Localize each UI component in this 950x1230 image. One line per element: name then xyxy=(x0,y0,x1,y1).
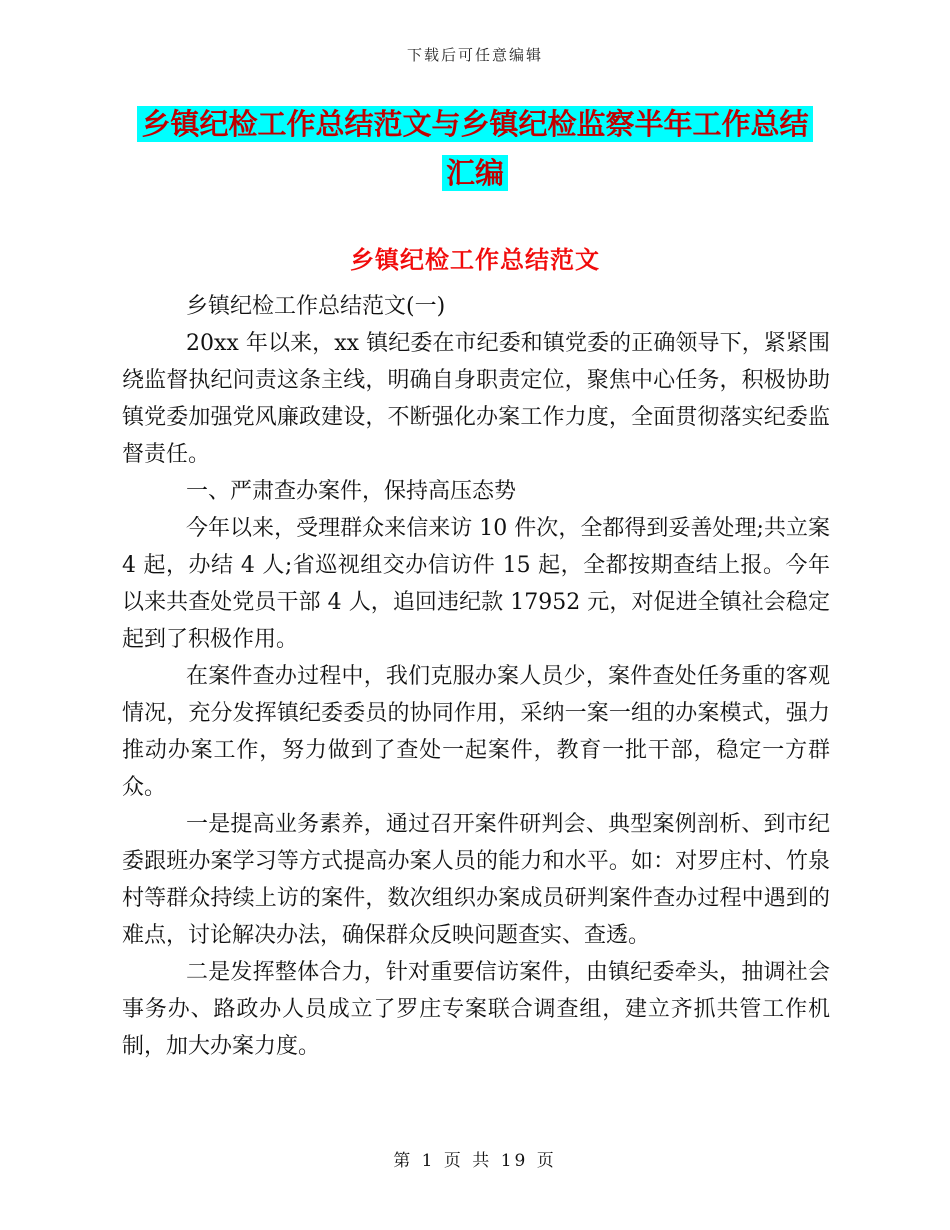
body-paragraph: 20xx 年以来，xx 镇纪委在市纪委和镇党委的正确领导下，紧紧围绕监督执纪问责这条主线，明确自身职责定位，聚焦中心任务，积极协助镇党委加强党风廉政建设，不断强化办案工作力度，全面贯彻落实纪委监督责任。 xyxy=(122,331,830,467)
document-title-text-2: 汇编 xyxy=(442,155,508,191)
body-paragraph: 一是提高业务素养，通过召开案件研判会、典型案例剖析、到市纪委跟班办案学习等方式提高办案人员的能力和水平。如：对罗庄村、竹泉村等群众持续上访的案件，数次组织办案成员研判案件查办过程中遇到的难点，讨论解决办法，确保群众反映问题查实、查透。 xyxy=(122,812,830,948)
document-body xyxy=(122,288,830,1065)
body-paragraph: 乡镇纪检工作总结范文(一) xyxy=(186,294,446,319)
document-title-line-2 xyxy=(0,149,950,198)
body-paragraph: 一、严肃查办案件，保持高压态势 xyxy=(186,479,517,504)
page-footer: 第 1 页 共 19 页 xyxy=(393,1151,557,1171)
document-title-text-1: 乡镇纪检工作总结范文与乡镇纪检监察半年工作总结 xyxy=(137,106,812,142)
body-paragraph: 今年以来，受理群众来信来访 10 件次，全都得到妥善处理;共立案 4 起，办结 4 人;省巡视组交办信访件 15 起，全都按期查结上报。今年以来共查处党员干部 4 人，追回违纪款 17952 元，对促进全镇社会稳定起到了积极作用。 xyxy=(122,516,830,652)
body-paragraph: 二是发挥整体合力，针对重要信访案件，由镇纪委牵头，抽调社会事务办、路政办人员成立了罗庄专案联合调查组，建立齐抓共管工作机制，加大办案力度。 xyxy=(122,960,830,1059)
section-title: 乡镇纪检工作总结范文 xyxy=(350,245,600,274)
document-title xyxy=(0,100,950,198)
document-title-line-1 xyxy=(0,100,950,149)
header-note: 下载后可任意编辑 xyxy=(406,46,543,64)
body-paragraph: 在案件查办过程中，我们克服办案人员少，案件查处任务重的客观情况，充分发挥镇纪委委员的协同作用，采纳一案一组的办案模式，强力推动办案工作，努力做到了查处一起案件，教育一批干部，稳定一方群众。 xyxy=(122,664,830,800)
